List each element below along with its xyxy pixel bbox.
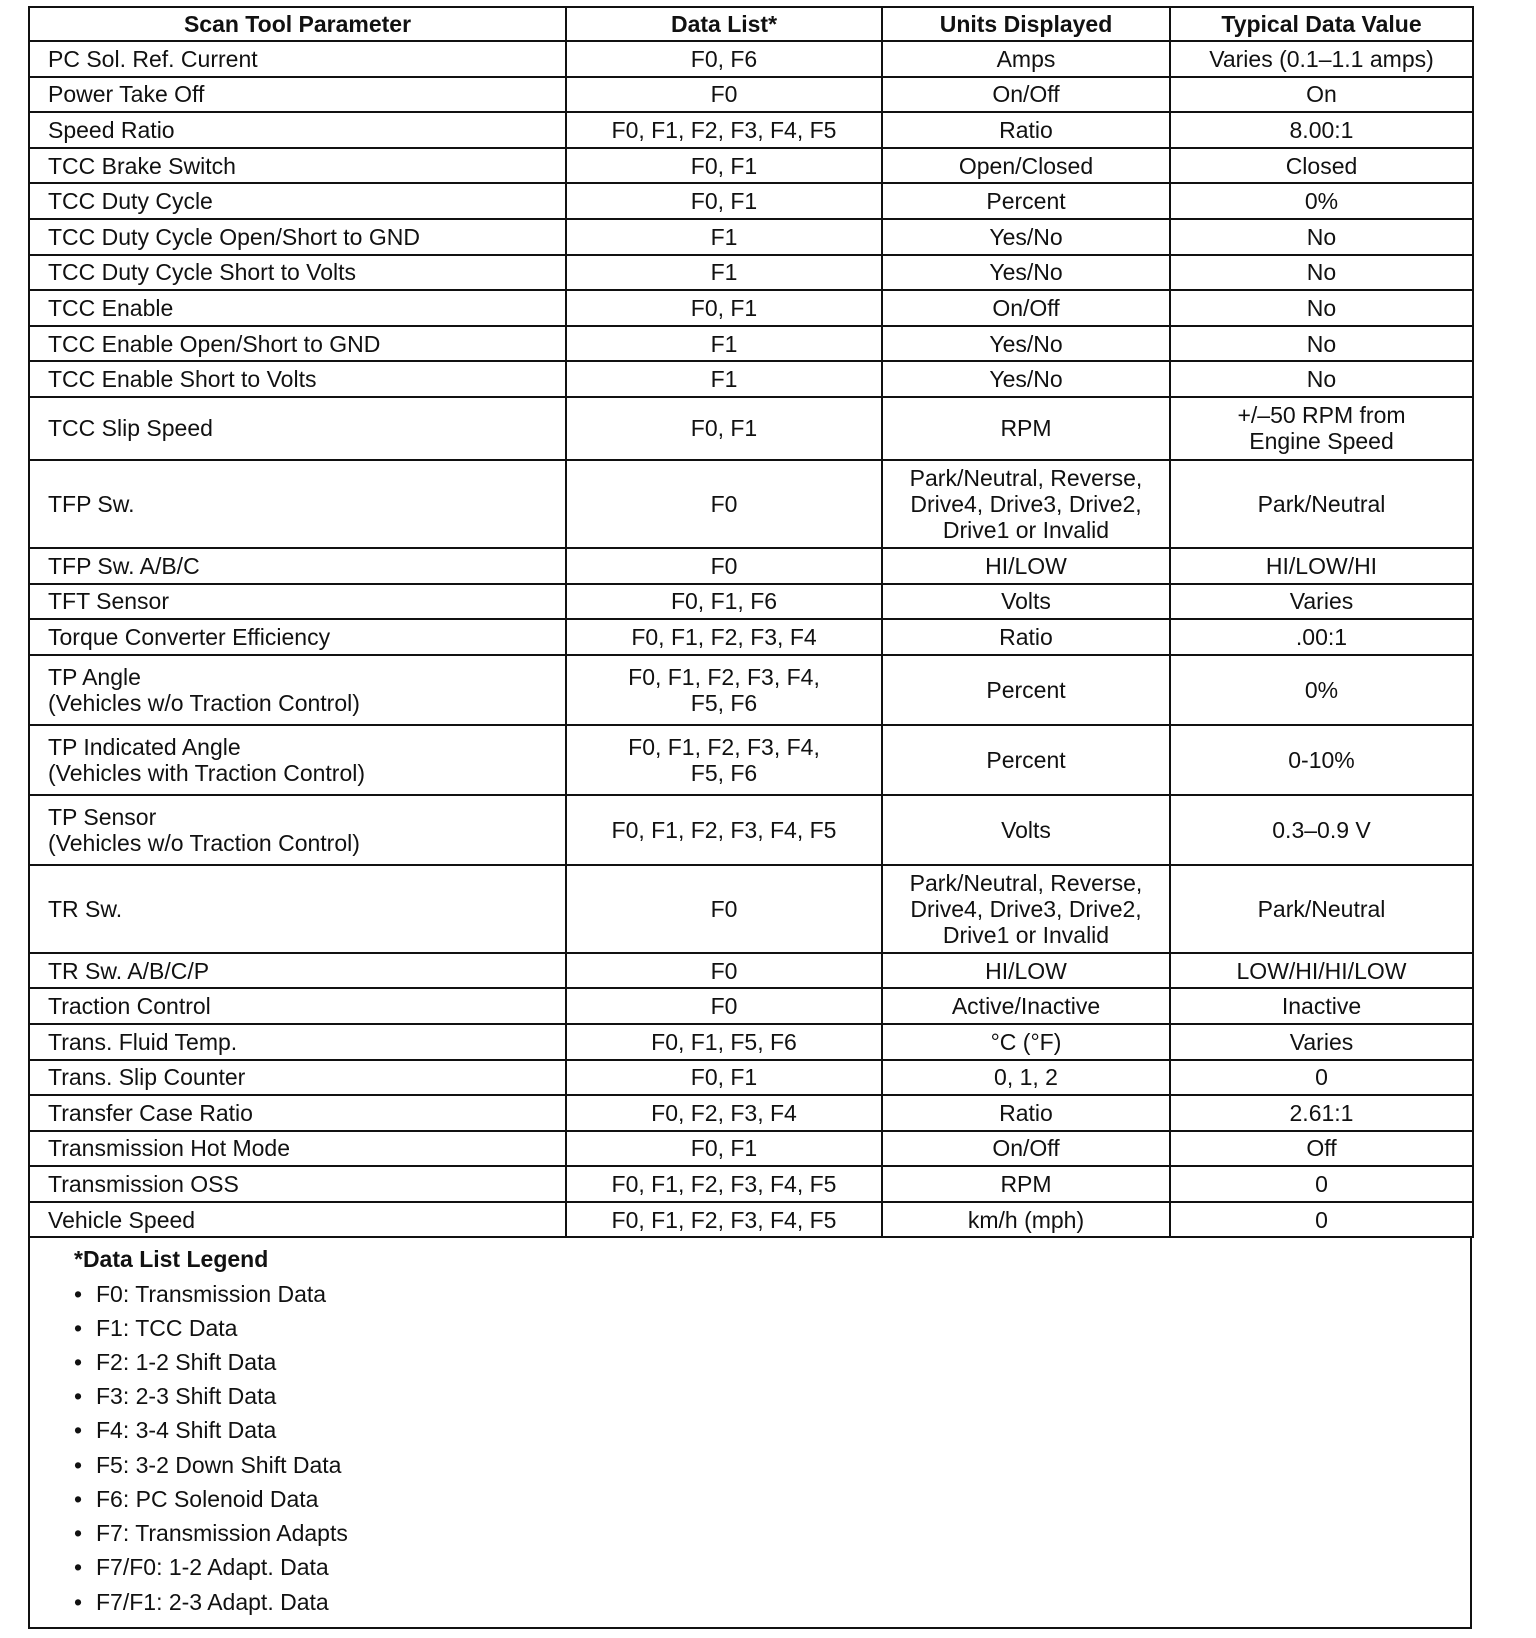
units-cell: Volts bbox=[882, 584, 1170, 620]
data-list-cell: F0, F1 bbox=[566, 183, 882, 219]
header-units-displayed: Units Displayed bbox=[882, 7, 1170, 41]
legend-item: • F3: 2-3 Shift Data bbox=[74, 1379, 1470, 1413]
table-row bbox=[29, 361, 1473, 397]
parameter-cell: Transfer Case Ratio bbox=[29, 1095, 566, 1131]
table-row bbox=[29, 953, 1473, 989]
data-list-cell: F1 bbox=[566, 255, 882, 291]
table-row bbox=[29, 219, 1473, 255]
table-row bbox=[29, 655, 1473, 725]
parameter-cell: TR Sw. bbox=[29, 865, 566, 953]
data-list-cell: F0, F1, F2, F3, F4, F5, F6 bbox=[566, 655, 882, 725]
parameter-cell: Vehicle Speed bbox=[29, 1202, 566, 1238]
table-row bbox=[29, 41, 1473, 77]
units-cell: On/Off bbox=[882, 290, 1170, 326]
table-row bbox=[29, 255, 1473, 291]
legend-item: • F6: PC Solenoid Data bbox=[74, 1482, 1470, 1516]
table-row bbox=[29, 988, 1473, 1024]
typical-value-cell: 0 bbox=[1170, 1060, 1473, 1096]
typical-value-cell: Park/Neutral bbox=[1170, 460, 1473, 548]
units-cell: Ratio bbox=[882, 1095, 1170, 1131]
parameter-cell: TCC Enable Open/Short to GND bbox=[29, 326, 566, 362]
units-cell: Park/Neutral, Reverse, Drive4, Drive3, Drive2, Drive1 or Invalid bbox=[882, 460, 1170, 548]
units-cell: On/Off bbox=[882, 77, 1170, 113]
table-row bbox=[29, 183, 1473, 219]
parameter-cell: TP Angle (Vehicles w/o Traction Control) bbox=[29, 655, 566, 725]
parameter-cell: Power Take Off bbox=[29, 77, 566, 113]
table-row bbox=[29, 1202, 1473, 1238]
parameter-cell: TCC Enable Short to Volts bbox=[29, 361, 566, 397]
header-typical-data-value: Typical Data Value bbox=[1170, 7, 1473, 41]
parameter-cell: TFT Sensor bbox=[29, 584, 566, 620]
typical-value-cell: Off bbox=[1170, 1131, 1473, 1167]
typical-value-cell: Varies (0.1–1.1 amps) bbox=[1170, 41, 1473, 77]
typical-value-cell: Park/Neutral bbox=[1170, 865, 1473, 953]
table-row bbox=[29, 290, 1473, 326]
table-row bbox=[29, 1060, 1473, 1096]
data-list-cell: F0, F1, F2, F3, F4, F5 bbox=[566, 112, 882, 148]
typical-value-cell: On bbox=[1170, 77, 1473, 113]
table-row bbox=[29, 584, 1473, 620]
parameter-cell: PC Sol. Ref. Current bbox=[29, 41, 566, 77]
units-cell: Yes/No bbox=[882, 326, 1170, 362]
table-row bbox=[29, 865, 1473, 953]
parameter-cell: TCC Duty Cycle bbox=[29, 183, 566, 219]
header-data-list: Data List* bbox=[566, 7, 882, 41]
scan-tool-data-sheet bbox=[28, 6, 1472, 1629]
typical-value-cell: 2.61:1 bbox=[1170, 1095, 1473, 1131]
parameter-cell: TCC Slip Speed bbox=[29, 397, 566, 460]
data-list-cell: F0, F1, F2, F3, F4, F5 bbox=[566, 795, 882, 865]
parameter-cell: TCC Brake Switch bbox=[29, 148, 566, 184]
parameter-cell: TCC Duty Cycle Short to Volts bbox=[29, 255, 566, 291]
units-cell: km/h (mph) bbox=[882, 1202, 1170, 1238]
units-cell: Percent bbox=[882, 655, 1170, 725]
data-list-cell: F0, F1, F2, F3, F4 bbox=[566, 619, 882, 655]
parameter-cell: TCC Enable bbox=[29, 290, 566, 326]
data-list-cell: F0, F1 bbox=[566, 1131, 882, 1167]
units-cell: °C (°F) bbox=[882, 1024, 1170, 1060]
units-cell: RPM bbox=[882, 397, 1170, 460]
legend-item: • F7: Transmission Adapts bbox=[74, 1516, 1470, 1550]
table-row bbox=[29, 548, 1473, 584]
parameter-cell: Transmission OSS bbox=[29, 1166, 566, 1202]
data-list-cell: F0, F1 bbox=[566, 1060, 882, 1096]
units-cell: Yes/No bbox=[882, 361, 1170, 397]
units-cell: Ratio bbox=[882, 112, 1170, 148]
data-list-cell: F0 bbox=[566, 548, 882, 584]
parameter-cell: TCC Duty Cycle Open/Short to GND bbox=[29, 219, 566, 255]
typical-value-cell: Closed bbox=[1170, 148, 1473, 184]
table-row bbox=[29, 148, 1473, 184]
legend-item: • F7/F0: 1-2 Adapt. Data bbox=[74, 1550, 1470, 1584]
data-list-cell: F1 bbox=[566, 361, 882, 397]
typical-value-cell: HI/LOW/HI bbox=[1170, 548, 1473, 584]
parameter-cell: Trans. Fluid Temp. bbox=[29, 1024, 566, 1060]
data-list-cell: F0 bbox=[566, 460, 882, 548]
scan-tool-parameter-table bbox=[28, 6, 1474, 1238]
typical-value-cell: 0-10% bbox=[1170, 725, 1473, 795]
units-cell: Yes/No bbox=[882, 219, 1170, 255]
table-body bbox=[29, 41, 1473, 1237]
units-cell: Percent bbox=[882, 183, 1170, 219]
legend-title: *Data List Legend bbox=[74, 1246, 269, 1273]
table-row bbox=[29, 326, 1473, 362]
parameter-cell: TP Indicated Angle (Vehicles with Traction Control) bbox=[29, 725, 566, 795]
typical-value-cell: 0 bbox=[1170, 1202, 1473, 1238]
data-list-cell: F0, F1, F2, F3, F4, F5 bbox=[566, 1202, 882, 1238]
data-list-cell: F0, F6 bbox=[566, 41, 882, 77]
units-cell: HI/LOW bbox=[882, 953, 1170, 989]
data-list-cell: F0, F2, F3, F4 bbox=[566, 1095, 882, 1131]
typical-value-cell: No bbox=[1170, 326, 1473, 362]
typical-value-cell: .00:1 bbox=[1170, 619, 1473, 655]
legend-item: • F1: TCC Data bbox=[74, 1311, 1470, 1345]
parameter-cell: Traction Control bbox=[29, 988, 566, 1024]
data-list-cell: F1 bbox=[566, 326, 882, 362]
data-list-cell: F0, F1 bbox=[566, 290, 882, 326]
data-list-legend bbox=[28, 1238, 1472, 1628]
typical-value-cell: 8.00:1 bbox=[1170, 112, 1473, 148]
parameter-cell: TP Sensor (Vehicles w/o Traction Control) bbox=[29, 795, 566, 865]
data-list-cell: F0 bbox=[566, 77, 882, 113]
data-list-cell: F0, F1, F5, F6 bbox=[566, 1024, 882, 1060]
units-cell: Yes/No bbox=[882, 255, 1170, 291]
units-cell: Percent bbox=[882, 725, 1170, 795]
units-cell: Ratio bbox=[882, 619, 1170, 655]
table-row bbox=[29, 1131, 1473, 1167]
units-cell: Park/Neutral, Reverse, Drive4, Drive3, Drive2, Drive1 or Invalid bbox=[882, 865, 1170, 953]
table-row bbox=[29, 795, 1473, 865]
data-list-cell: F1 bbox=[566, 219, 882, 255]
data-list-cell: F0, F1 bbox=[566, 397, 882, 460]
data-list-cell: F0 bbox=[566, 988, 882, 1024]
table-row bbox=[29, 397, 1473, 460]
parameter-cell: TFP Sw. bbox=[29, 460, 566, 548]
data-list-cell: F0 bbox=[566, 953, 882, 989]
typical-value-cell: 0.3–0.9 V bbox=[1170, 795, 1473, 865]
table-row bbox=[29, 112, 1473, 148]
typical-value-cell: +/–50 RPM from Engine Speed bbox=[1170, 397, 1473, 460]
legend-item: • F7/F1: 2-3 Adapt. Data bbox=[74, 1585, 1470, 1619]
table-row bbox=[29, 619, 1473, 655]
parameter-cell: Torque Converter Efficiency bbox=[29, 619, 566, 655]
units-cell: RPM bbox=[882, 1166, 1170, 1202]
legend-item: • F0: Transmission Data bbox=[74, 1277, 1470, 1311]
legend-item: • F5: 3-2 Down Shift Data bbox=[74, 1448, 1470, 1482]
legend-item: • F4: 3-4 Shift Data bbox=[74, 1413, 1470, 1447]
typical-value-cell: LOW/HI/HI/LOW bbox=[1170, 953, 1473, 989]
table-row bbox=[29, 725, 1473, 795]
typical-value-cell: No bbox=[1170, 219, 1473, 255]
table-row bbox=[29, 460, 1473, 548]
data-list-cell: F0, F1 bbox=[566, 148, 882, 184]
parameter-cell: Transmission Hot Mode bbox=[29, 1131, 566, 1167]
header-scan-tool-parameter: Scan Tool Parameter bbox=[29, 7, 566, 41]
units-cell: Amps bbox=[882, 41, 1170, 77]
parameter-cell: Speed Ratio bbox=[29, 112, 566, 148]
typical-value-cell: No bbox=[1170, 290, 1473, 326]
typical-value-cell: 0 bbox=[1170, 1166, 1473, 1202]
units-cell: Volts bbox=[882, 795, 1170, 865]
typical-value-cell: No bbox=[1170, 361, 1473, 397]
table-header-row bbox=[29, 7, 1473, 41]
units-cell: Open/Closed bbox=[882, 148, 1170, 184]
data-list-cell: F0 bbox=[566, 865, 882, 953]
parameter-cell: TR Sw. A/B/C/P bbox=[29, 953, 566, 989]
units-cell: On/Off bbox=[882, 1131, 1170, 1167]
units-cell: 0, 1, 2 bbox=[882, 1060, 1170, 1096]
typical-value-cell: Inactive bbox=[1170, 988, 1473, 1024]
table-row bbox=[29, 1024, 1473, 1060]
legend-list bbox=[74, 1277, 1470, 1619]
parameter-cell: TFP Sw. A/B/C bbox=[29, 548, 566, 584]
table-row bbox=[29, 1095, 1473, 1131]
table-row bbox=[29, 77, 1473, 113]
units-cell: Active/Inactive bbox=[882, 988, 1170, 1024]
parameter-cell: Trans. Slip Counter bbox=[29, 1060, 566, 1096]
data-list-cell: F0, F1, F2, F3, F4, F5 bbox=[566, 1166, 882, 1202]
typical-value-cell: 0% bbox=[1170, 655, 1473, 725]
data-list-cell: F0, F1, F2, F3, F4, F5, F6 bbox=[566, 725, 882, 795]
typical-value-cell: 0% bbox=[1170, 183, 1473, 219]
legend-item: • F2: 1-2 Shift Data bbox=[74, 1345, 1470, 1379]
table-row bbox=[29, 1166, 1473, 1202]
data-list-cell: F0, F1, F6 bbox=[566, 584, 882, 620]
typical-value-cell: No bbox=[1170, 255, 1473, 291]
typical-value-cell: Varies bbox=[1170, 584, 1473, 620]
typical-value-cell: Varies bbox=[1170, 1024, 1473, 1060]
units-cell: HI/LOW bbox=[882, 548, 1170, 584]
